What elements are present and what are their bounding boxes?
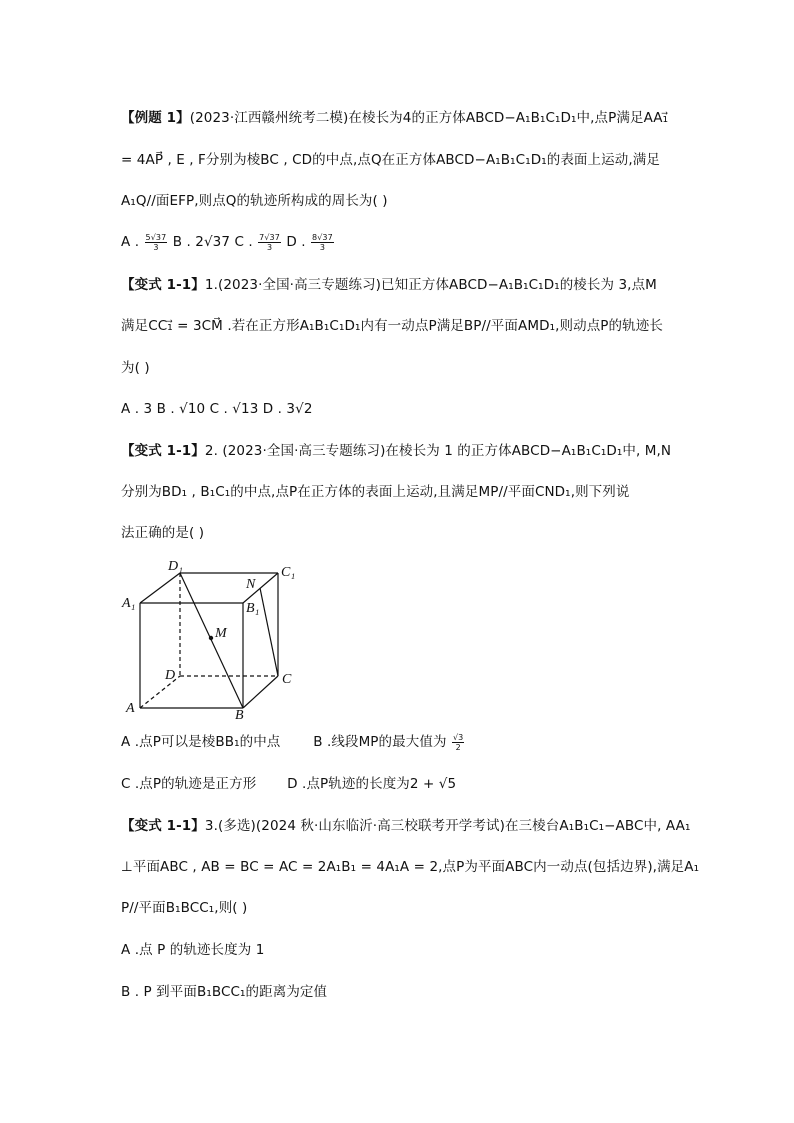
variant-tag: 【变式 1-1】 — [121, 277, 205, 293]
variant-1-line-2 — [121, 316, 663, 336]
variant-1-line-3 — [121, 358, 150, 378]
label-n: N — [246, 577, 256, 592]
variant-tag: 【变式 1-1】 — [121, 443, 205, 459]
variant-text: 2. (2023·全国·高三专题练习)在棱长为 1 的正方体ABCD−A₁B₁C₁D₁中, M,N — [204, 443, 672, 459]
example-1-line-2 — [121, 150, 660, 170]
option-c: C .点P的轨迹是正方形 — [121, 776, 257, 792]
option-a: A .点 P 的轨迹长度为 1 — [121, 942, 265, 958]
edge-b-c — [243, 676, 278, 708]
variant-2-options-cd — [121, 774, 456, 794]
option-d: D . $\frac{8√37}{3}$ — [286, 232, 333, 252]
label-b1: B₁ — [246, 601, 260, 616]
variant-text: 法正确的是( ) — [121, 525, 205, 541]
example-1-line-3 — [121, 191, 388, 211]
variant-3-option-a — [121, 940, 264, 960]
variant-2-line-1 — [121, 441, 671, 461]
edge-a1-d1 — [140, 573, 180, 603]
option-b: B . 2√37 — [172, 234, 231, 250]
label-m: M — [215, 626, 227, 641]
label-a: A — [126, 701, 135, 716]
option-c: C . $\frac{7√37}{3}$ — [234, 232, 280, 252]
variant-text: 3.(多选)(2024 秋·山东临沂·高三校联考开学考试)在三棱台A₁B₁C₁−ABC中, AA₁ — [204, 818, 691, 834]
option-a: A . $\frac{5√37}{3}$ — [121, 232, 167, 252]
variant-text: 满足CC₁⃗ = 3CM⃗ .若在正方形A₁B₁C₁D₁内有一动点P满足BP//平面AMD₁,则动点P的轨迹长 — [121, 318, 663, 334]
variant-text: P//平面B₁BCC₁,则( ) — [121, 900, 248, 916]
label-a1: A₁ — [122, 596, 136, 611]
option-a: A .点P可以是棱BB₁的中点 — [121, 734, 281, 750]
variant-text: ⊥平面ABC , AB = BC = AC = 2A₁B₁ = 4A₁A = 2,点P为平面ABC内一动点(包括边界),满足A₁ — [121, 859, 700, 875]
variant-3-line-3 — [121, 898, 247, 918]
option-b: B . P 到平面B₁BCC₁的距离为定值 — [121, 984, 328, 1000]
variant-2-line-2 — [121, 482, 630, 502]
example-text: (2023·江西赣州统考二模)在棱长为4的正方体ABCD−A₁B₁C₁D₁中,点P满足AA₁⃗ — [189, 110, 669, 126]
variant-2-line-3 — [121, 523, 204, 543]
example-1-line-1 — [121, 108, 668, 128]
variant-tag: 【变式 1-1】 — [121, 818, 205, 834]
variant-text: 分别为BD₁ , B₁C₁的中点,点P在正方体的表面上运动,且满足MP//平面CND₁,则下列说 — [121, 484, 630, 500]
label-d1: D₁ — [168, 559, 183, 574]
option-list: A . 3 B . √10 C . √13 D . 3√2 — [121, 401, 313, 417]
variant-3-option-b — [121, 982, 327, 1002]
variant-1-options — [121, 399, 313, 419]
label-b: B — [235, 708, 244, 723]
segment-d1-b — [180, 573, 243, 708]
variant-1-line-1 — [121, 275, 657, 295]
example-text: = 4AP⃗ , E , F分别为棱BC , CD的中点,点Q在正方体ABCD−A₁B₁C₁D₁的表面上运动,满足 — [121, 152, 660, 168]
variant-3-line-1 — [121, 816, 690, 836]
option-b: B .线段MP的最大值为 $\frac{√3}{2}$ — [313, 732, 464, 752]
label-c1: C₁ — [281, 565, 296, 580]
option-d: D .点P轨迹的长度为2 + √5 — [287, 776, 457, 792]
variant-3-line-2 — [121, 857, 699, 877]
example-tag: 【例题 1】 — [121, 110, 190, 126]
example-1-options — [121, 232, 335, 252]
label-d: D — [165, 668, 176, 683]
point-m — [209, 636, 213, 640]
example-text: A₁Q//面EFP,则点Q的轨迹所构成的周长为( ) — [121, 193, 388, 209]
cube-figure — [118, 555, 308, 725]
segment-n-c — [260, 588, 278, 676]
variant-2-options-ab — [121, 732, 465, 752]
label-c: C — [282, 672, 292, 687]
variant-text: 为( ) — [121, 360, 150, 376]
variant-text: 1.(2023·全国·高三专题练习)已知正方体ABCD−A₁B₁C₁D₁的棱长为 3,点M — [204, 277, 657, 293]
